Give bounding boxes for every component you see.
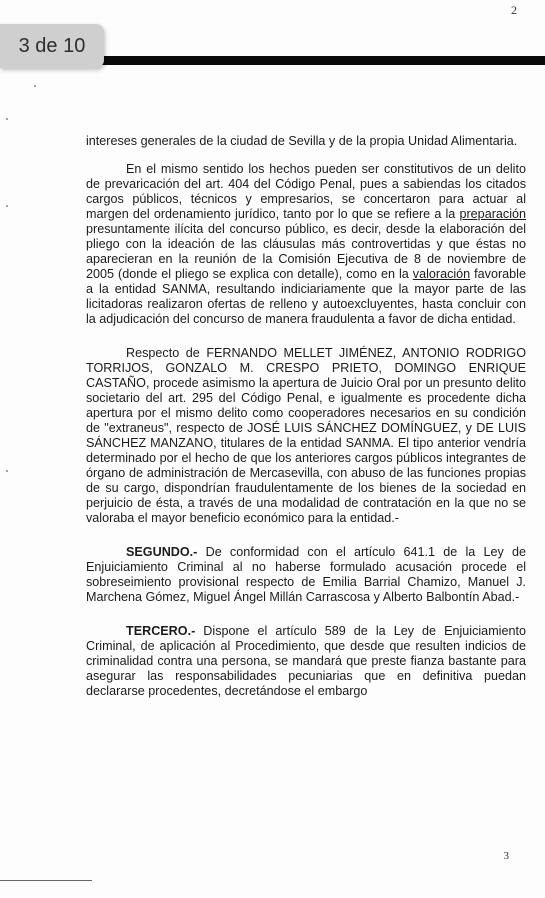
paragraph-prevaricacion-text-c: favorable a la entidad SANMA, resultando indiciariamente que la mayor parte de las licitadoras realizaron ofertas de relleno y autoexcluyentes, hasta concluir con la adjudicación del concurso de manera fraudulenta a favor de dicha entidad. [86, 267, 526, 326]
paragraph-delito-societario [86, 346, 526, 526]
paragraph-tercero-text: Dispone el artículo 589 de la Ley de Enjuiciamiento Criminal, de aplicación al Procedimiento, que desde que resulten indicios de criminalidad contra una persona, se mandará que preste fianza bastante para asegurar las responsabilidades pecuniarias que en definitiva puedan declararse procedentes, decretándose el embargo [86, 624, 526, 698]
heading-segundo: SEGUNDO.- [126, 545, 198, 559]
footer-rule [0, 880, 92, 881]
document-body [86, 134, 526, 699]
paragraph-prevaricacion-text-a: En el mismo sentido los hechos pueden ser constitutivos de un delito de prevaricación del art. 404 del Código Penal, pues a sabiendas los citados cargos públicos, técnicos y empresarios, se concertaron para actuar al margen del ordenamiento jurídico, tanto por lo que se refiere a la [86, 162, 526, 221]
page-number-top: 2 [511, 3, 517, 17]
paragraph-tercero [86, 624, 526, 699]
underlined-term-valoracion: valoración [412, 267, 471, 281]
paragraph-delito-societario-text: Respecto de FERNANDO MELLET JIMÉNEZ, ANTONIO RODRIGO TORRIJOS, GONZALO M. CRESPO PRIETO, DOMINGO ENRIQUE CASTAÑO, procede asimismo la apertura de Juicio Oral por un presunto delito societario del art. 295 del Código Penal, e igualmente es procedente dicha apertura por el mismo delito como cooperadores necesarios en su condición de "extraneus", respecto de JOSÉ LUIS SÁNCHEZ DOMÍNGUEZ, y DE LUIS SÁNCHEZ MANZANO, titulares de la entidad SANMA. El tipo anterior vendría determinado por el hecho de que los anteriores cargos públicos integrantes de órgano de administración de Mercasevilla, con abuso de las funciones propias de su cargo, dispondrían fraudulentamente de los bienes de la sociedad en perjuicio de ésta, a través de una modalidad de contratación en la que no se valoraba el mayor beneficio económico para la entidad.- [86, 346, 526, 525]
paragraph-prevaricacion [86, 162, 526, 327]
header-rule [92, 56, 545, 65]
margin-speck [6, 118, 8, 120]
paragraph-intro-text: intereses generales de la ciudad de Sevilla y de la propia Unidad Alimentaria. [86, 134, 518, 148]
paragraph-segundo-text: De conformidad con el artículo 641.1 de la Ley de Enjuiciamiento Criminal al no haberse formulado acusación procede el sobreseimiento provisional respecto de Emilia Barrial Chamizo, Manuel J. Marchena Gómez, Miguel Ángel Millán Carrascosa y Alberto Balbontín Abad.- [86, 545, 526, 604]
margin-speck [34, 85, 36, 87]
underlined-term-preparacion: preparación [459, 207, 526, 221]
margin-speck [6, 205, 8, 207]
margin-speck [6, 470, 8, 472]
paragraph-segundo [86, 545, 526, 605]
page-number-bottom: 3 [503, 850, 509, 862]
heading-tercero: TERCERO.- [126, 624, 196, 638]
page-counter-badge: 3 de 10 [0, 24, 104, 68]
paragraph-prevaricacion-text-b: presuntamente ilícita del concurso público, es decir, desde la elaboración del pliego con la ideación de las cláusulas más controvertidas y que éstas no aparecieran en la reunión de la Comisión Ejecutiva de 8 de noviembre de 2005 (donde el pliego se explica con detalle), como en la [86, 222, 526, 281]
paragraph-intro [86, 134, 526, 149]
